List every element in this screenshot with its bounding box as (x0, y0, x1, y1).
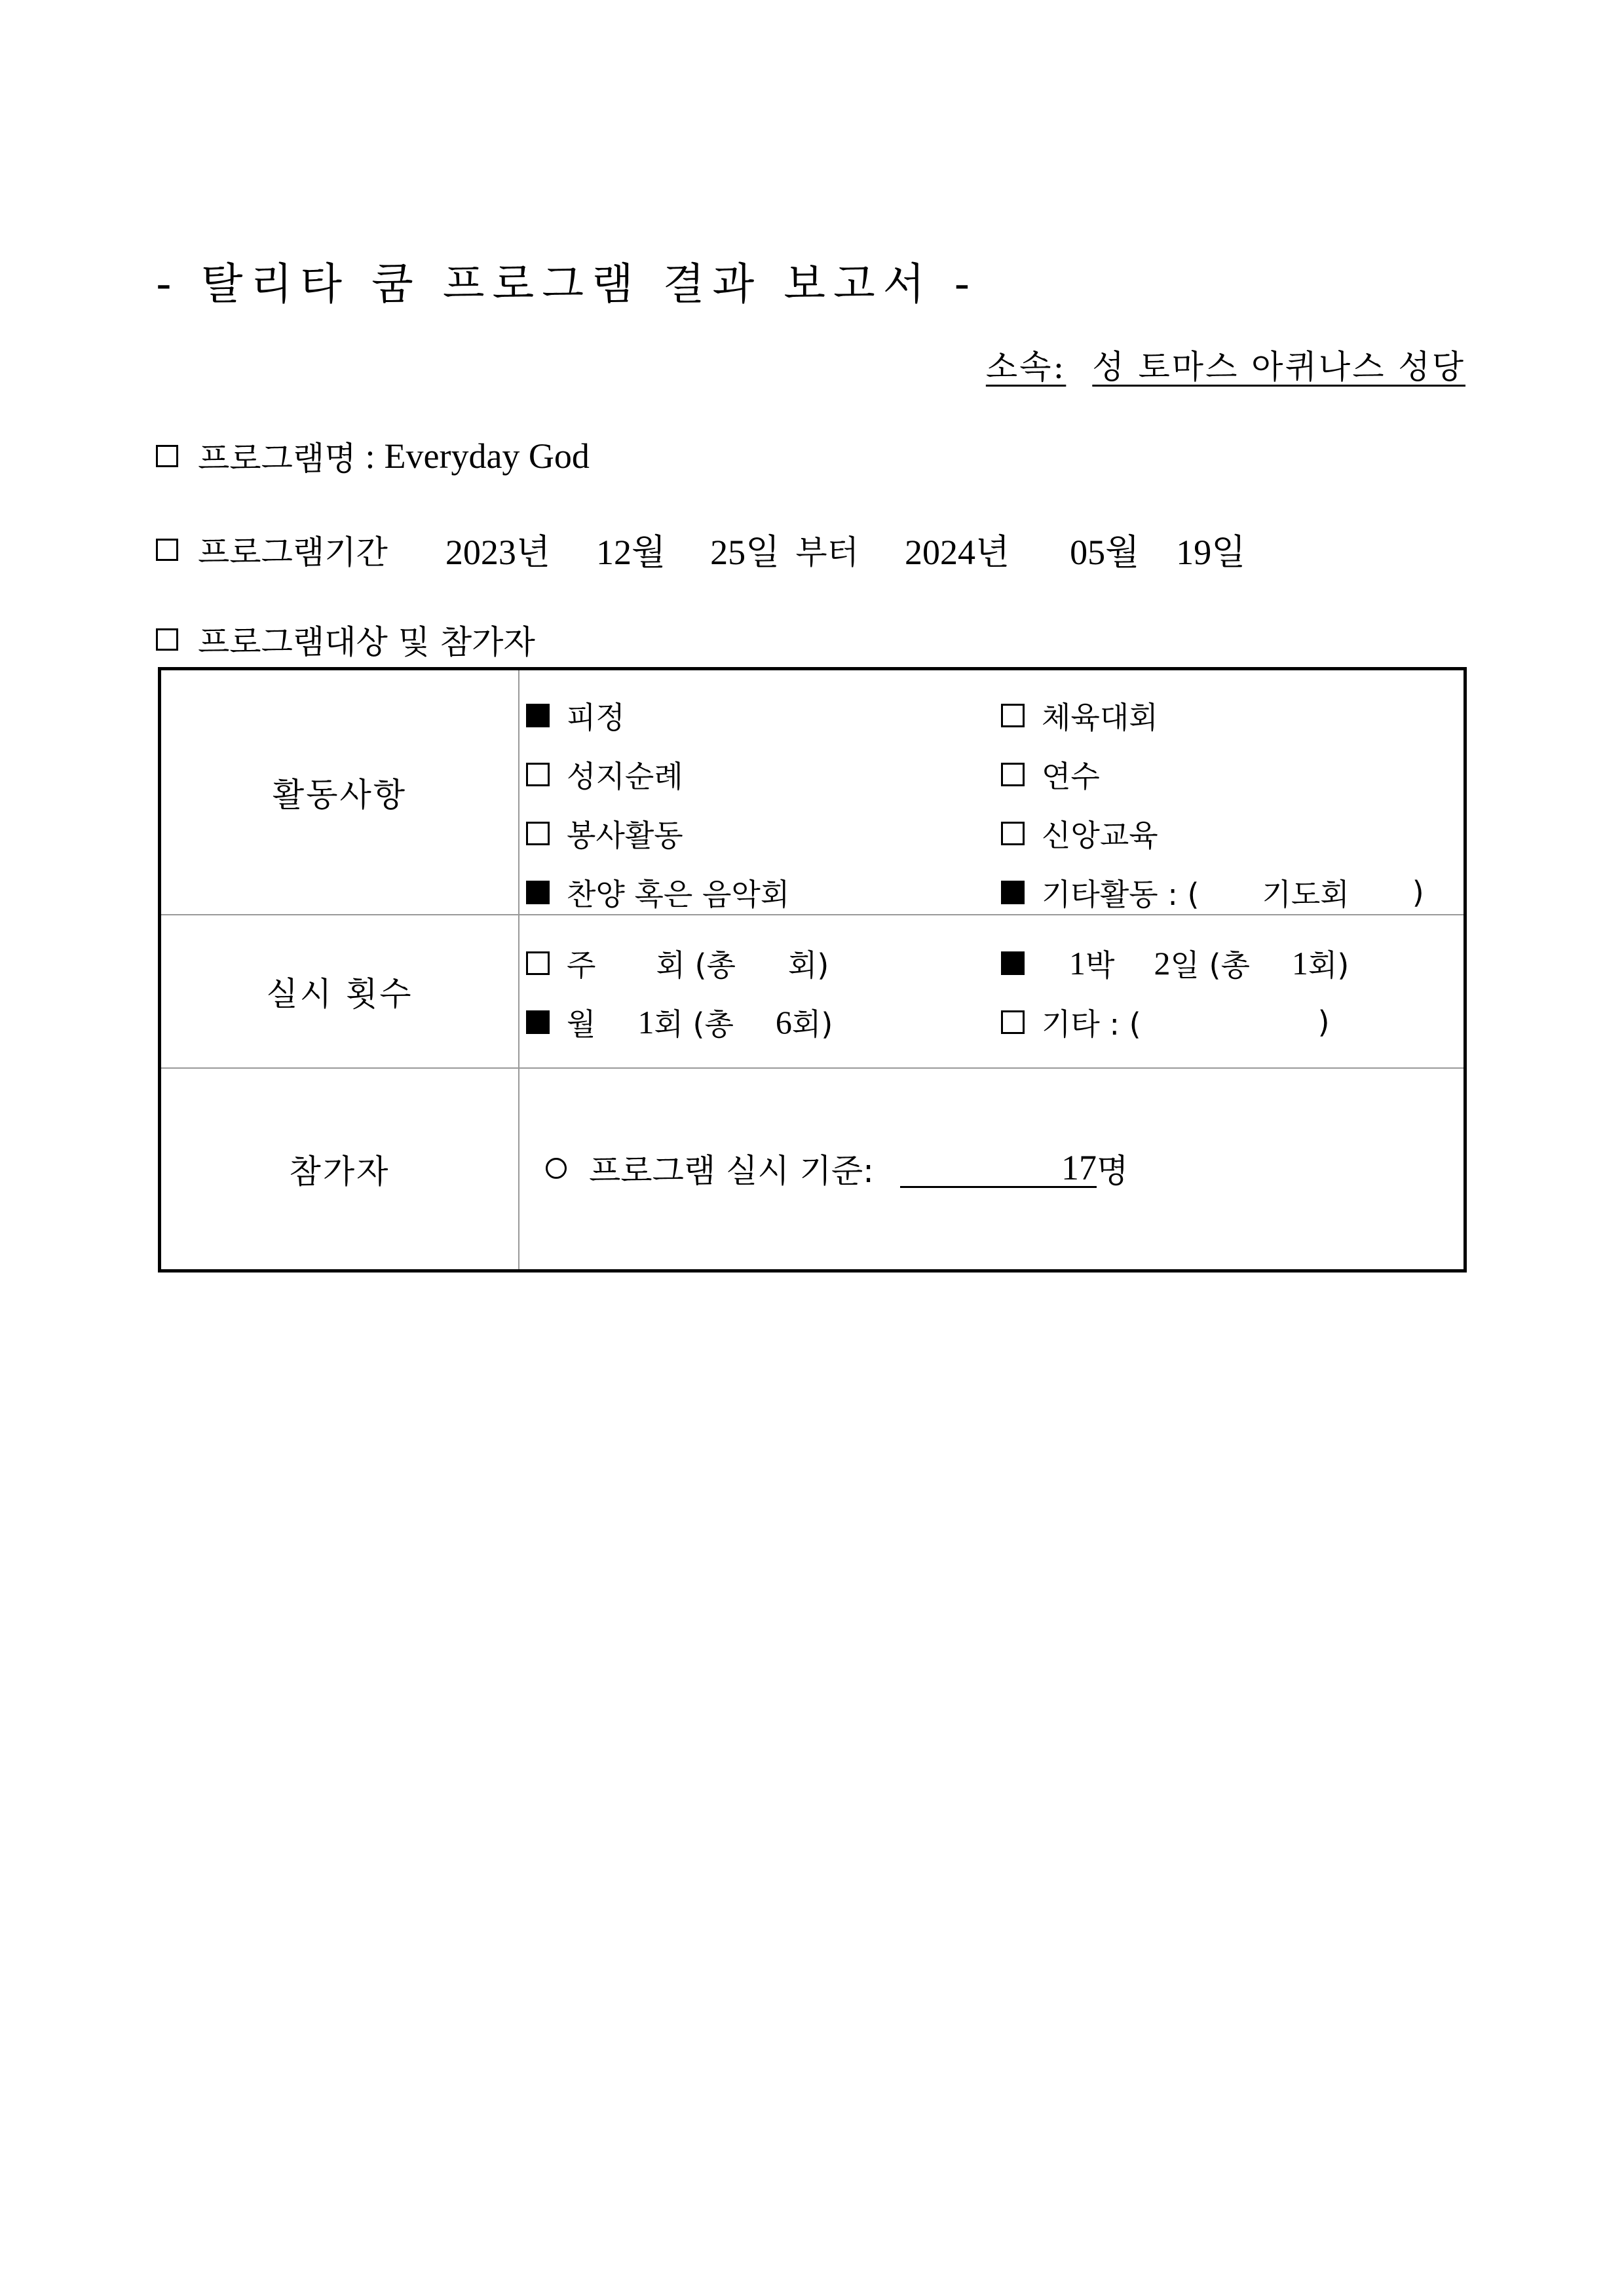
participants-label: 프로그램 실시 기준: (589, 1152, 875, 1190)
checkbox-empty-icon[interactable] (526, 951, 550, 975)
option-praise-concert[interactable]: 찬양 혹은 음악회 (526, 871, 789, 914)
checkbox-checked-icon[interactable] (526, 704, 550, 727)
checkbox-empty-icon[interactable] (1001, 822, 1025, 845)
affiliation-label: 소속: (985, 348, 1067, 386)
participants-cell (519, 1068, 1465, 1271)
checkbox-empty-icon[interactable] (156, 628, 178, 651)
participants-count[interactable]: 17 (900, 1149, 1097, 1188)
participants-header: 참가자 (160, 1068, 519, 1271)
table-row (160, 915, 1465, 1068)
period-start-day: 25일 (710, 533, 780, 572)
checkbox-empty-icon[interactable] (1001, 704, 1025, 727)
period-from: 부터 (795, 533, 859, 571)
checkbox-empty-icon[interactable] (156, 539, 178, 561)
participants-unit: 명 (1097, 1152, 1129, 1190)
checkbox-empty-icon[interactable] (156, 445, 178, 467)
checkbox-empty-icon[interactable] (1001, 763, 1025, 786)
checkbox-checked-icon[interactable] (1001, 881, 1025, 904)
program-name-line (156, 432, 590, 480)
table-row (160, 1068, 1465, 1271)
option-overnight[interactable]: 1 박 2 일 (총 1 회) (1001, 942, 1349, 985)
checkbox-empty-icon[interactable] (526, 763, 550, 786)
program-period-label: 프로그램기간 (198, 533, 388, 571)
option-volunteering[interactable]: 봉사활동 (526, 812, 683, 855)
frequency-cell (519, 915, 1465, 1068)
period-start-year: 2023년 (445, 533, 550, 572)
option-pilgrimage[interactable]: 성지순례 (526, 753, 683, 796)
option-sports-day[interactable]: 체육대회 (1001, 694, 1158, 737)
period-end-month: 05월 (1070, 533, 1140, 572)
option-retreat[interactable]: 피정 (526, 694, 625, 737)
program-name-label: 프로그램명 (198, 440, 356, 478)
period-end-year: 2024년 (904, 533, 1010, 572)
option-other-frequency[interactable]: 기타 : ( ) (1001, 1001, 1330, 1044)
affiliation (986, 341, 1465, 388)
program-period-line (156, 524, 1245, 575)
activities-header: 활동사항 (160, 669, 519, 915)
table-row (160, 669, 1465, 915)
option-weekly[interactable]: 주 회 (총 회) (526, 942, 829, 985)
checkbox-empty-icon[interactable] (526, 822, 550, 845)
option-monthly[interactable]: 월 1 회 (총 6 회) (526, 1001, 833, 1044)
participants-table (158, 667, 1467, 1272)
circle-bullet-icon (546, 1158, 567, 1179)
checkbox-checked-icon[interactable] (526, 881, 550, 904)
period-start-month: 12월 (595, 533, 666, 572)
option-other-activity[interactable]: 기타활동 : ( 기도회 ) (1001, 871, 1424, 914)
activities-cell (519, 669, 1465, 915)
other-activity-detail: 기도회 (1262, 877, 1350, 912)
program-target-line (156, 616, 535, 663)
affiliation-value: 성 토마스 아퀴나스 성당 (1092, 348, 1465, 386)
option-training[interactable]: 연수 (1001, 753, 1100, 796)
participants-line (546, 1145, 1128, 1192)
frequency-header: 실시 횟수 (160, 915, 519, 1068)
checkbox-checked-icon[interactable] (1001, 951, 1025, 975)
program-target-label: 프로그램대상 및 참가자 (198, 623, 535, 661)
checkbox-checked-icon[interactable] (526, 1010, 550, 1034)
program-name-value: Everyday God (384, 436, 590, 476)
checkbox-empty-icon[interactable] (1001, 1010, 1025, 1034)
period-end-day: 19일 (1176, 533, 1246, 572)
page-title: - 탈리타 쿰 프로그램 결과 보고서 - (156, 259, 978, 309)
option-faith-education[interactable]: 신앙교육 (1001, 812, 1158, 855)
program-name-sep: : (365, 436, 375, 476)
